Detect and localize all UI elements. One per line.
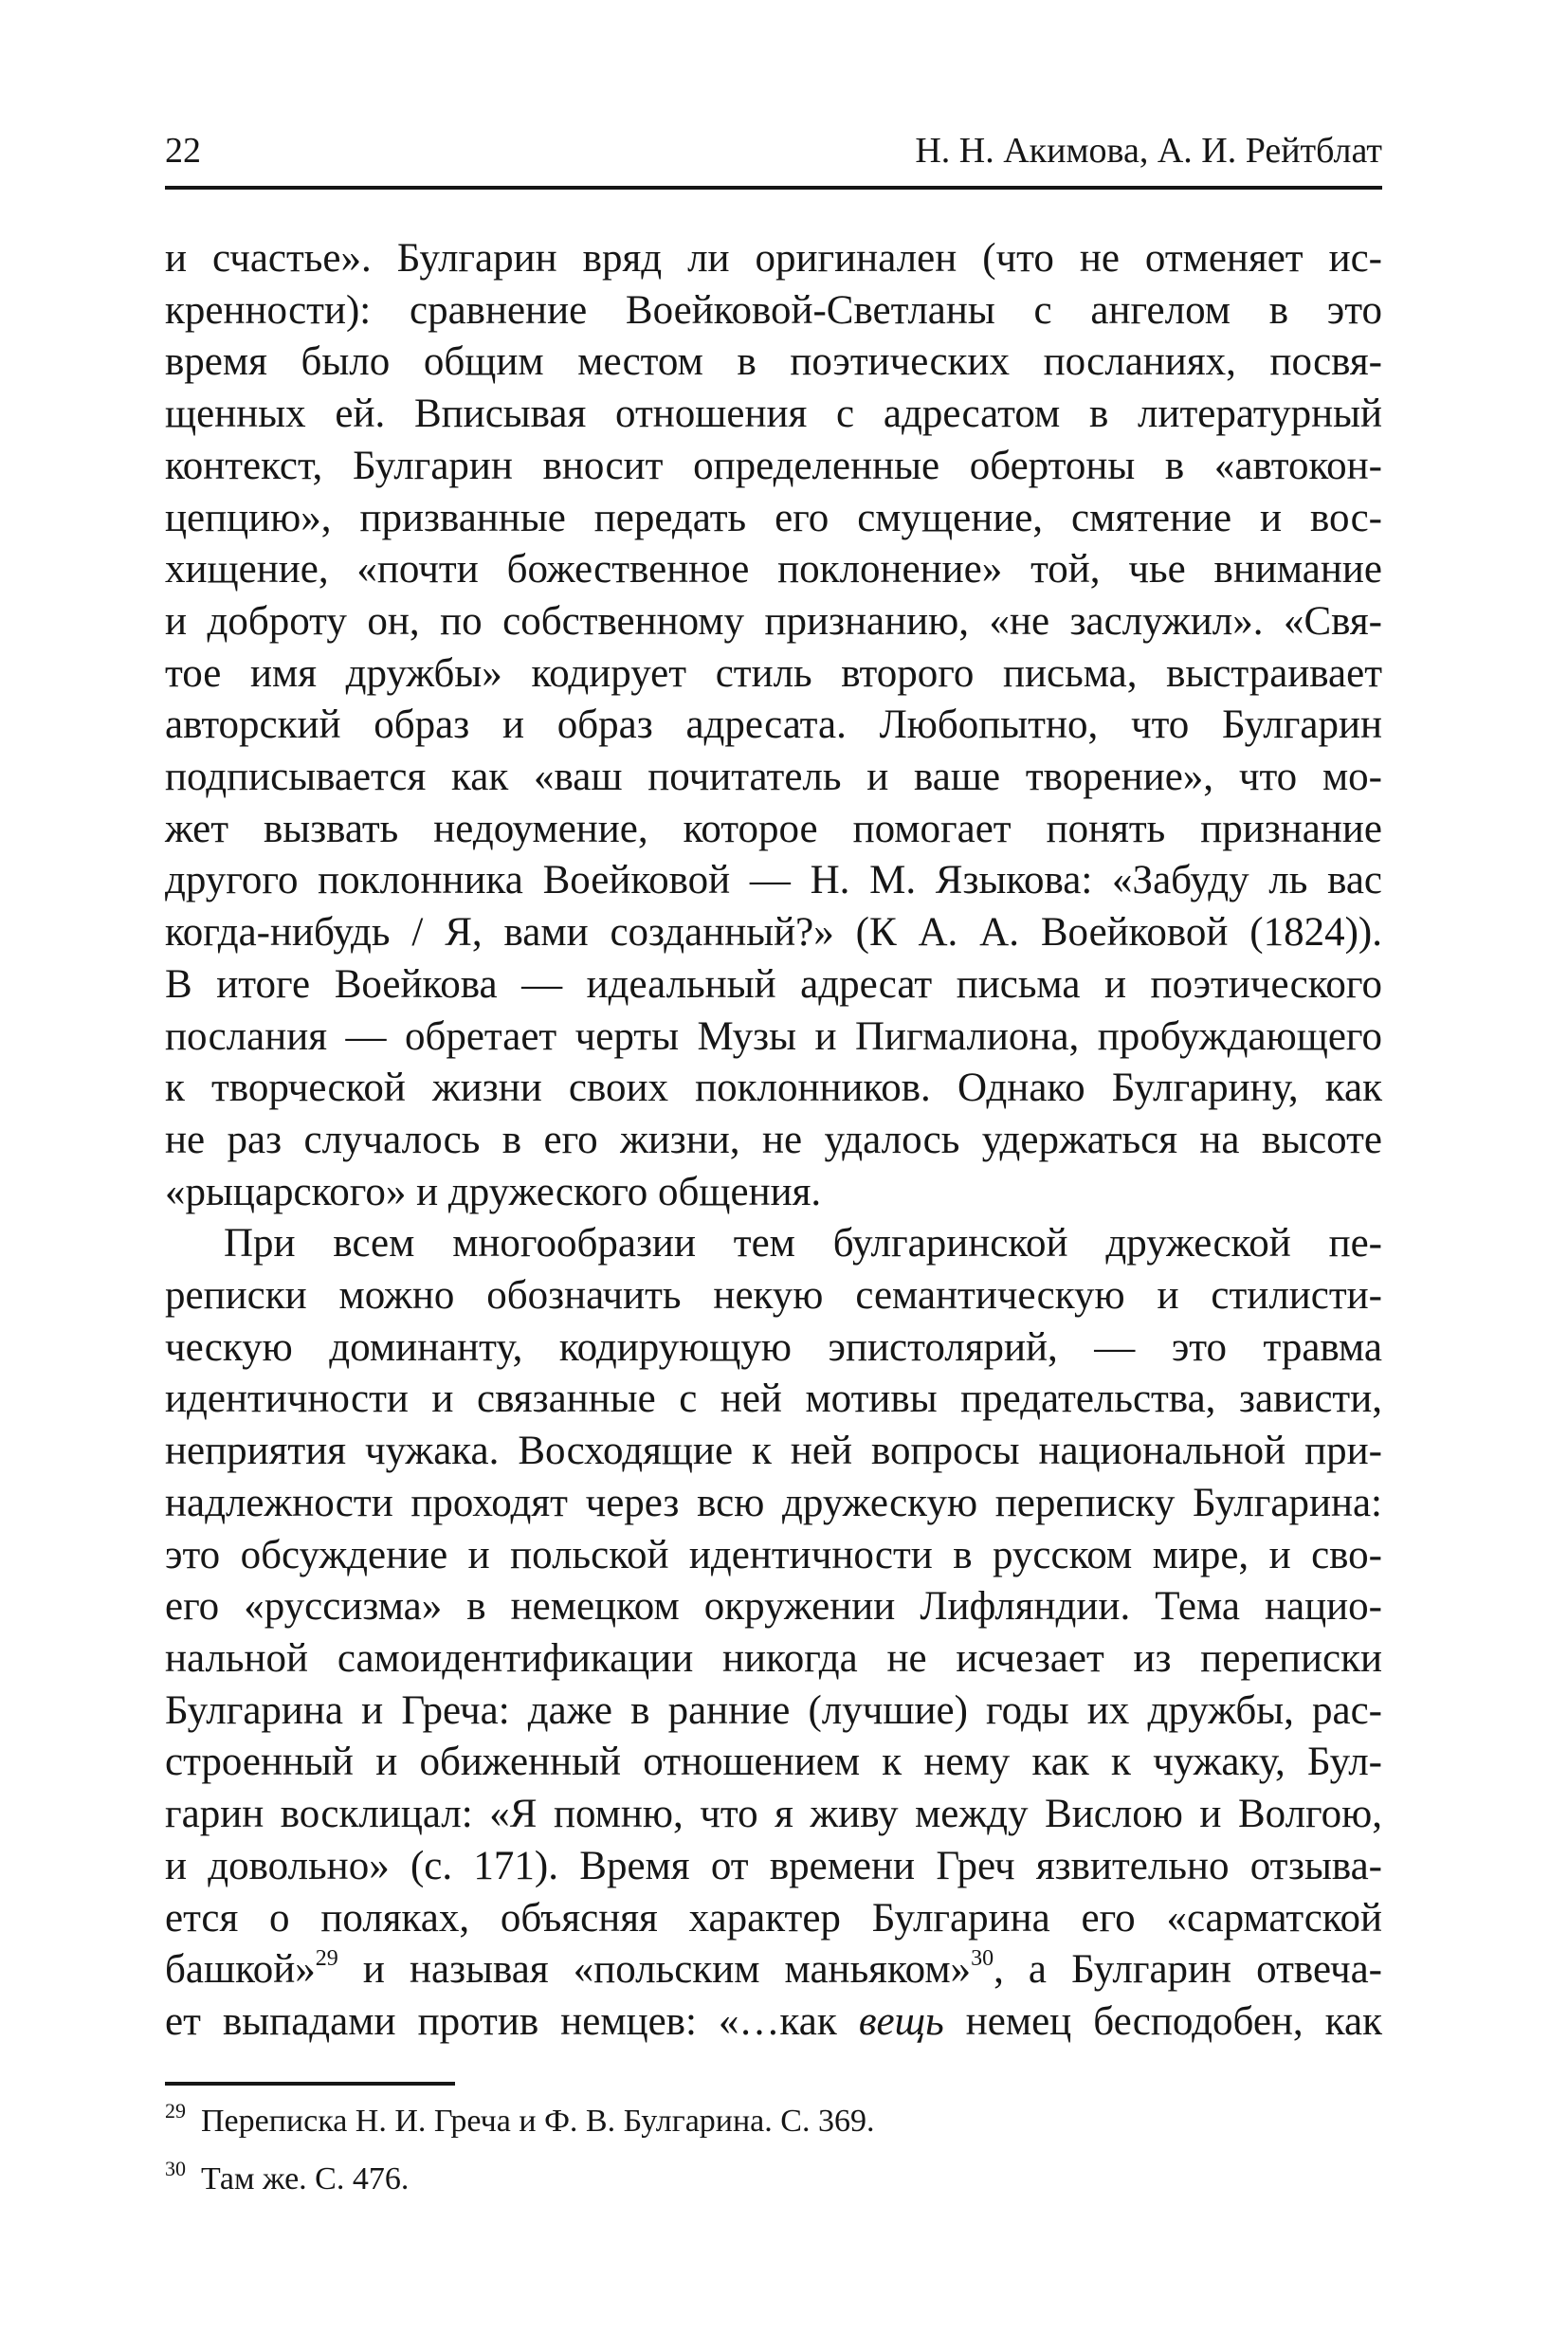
text-line [165, 389, 1382, 441]
text-line [165, 596, 1382, 648]
text-segment: и называя «польским маньяком» [337, 1947, 972, 1993]
text-line [165, 1374, 1382, 1426]
text-segment: кренности): сравнение Воейковой-Светланы с ангелом в это [165, 287, 1382, 333]
text-segment: строенный и обиженный отношением к нему как к чужаку, Бул- [165, 1740, 1382, 1785]
text-segment: гарин восклицал: «Я помню, что я живу между Вислою и Волгою, [165, 1792, 1382, 1837]
footnote-ref-number: 30 [971, 1946, 994, 1972]
text-line [165, 285, 1382, 337]
page-number: 22 [165, 131, 201, 171]
text-segment: неприятия чужака. Восходящие к ней вопросы национальной при- [165, 1429, 1382, 1474]
footnote-number: 29 [165, 2099, 186, 2123]
text-line [165, 1167, 1382, 1219]
text-segment: его «руссизма» в немецком окружении Лифляндии. Тема нацио- [165, 1584, 1382, 1630]
text-segment: когда-нибудь / Я, вами созданный?» (К А. А. Воейковой (1824)). [165, 910, 1382, 956]
running-head: Н. Н. Акимова, А. И. Рейтблат [915, 131, 1382, 171]
text-segment: к творческой жизни своих поклонников. Однако Булгарину, как [165, 1066, 1382, 1111]
text-segment: вещь [858, 1998, 944, 2044]
text-line [165, 804, 1382, 856]
text-line [165, 1270, 1382, 1322]
text-line [165, 1478, 1382, 1530]
footnote [165, 2097, 1382, 2146]
text-segment: ет выпадами против немцев: «…как [165, 1998, 859, 2044]
text-line [165, 337, 1382, 389]
text-segment: щенных ей. Вписывая отношения с адресатом в литературный [165, 392, 1382, 437]
text-line [165, 700, 1382, 752]
text-line [165, 233, 1382, 285]
text-segment: немец бесподобен, как [943, 1998, 1382, 2044]
text-line [165, 1737, 1382, 1789]
footnote [165, 2155, 1382, 2204]
text-line [165, 648, 1382, 701]
text-segment: надлежности проходят через всю дружескую переписку Булгарина: [165, 1480, 1382, 1525]
text-segment: цепцию», призванные передать его смущение, смятение и вос- [165, 495, 1382, 540]
text-segment: и счастье». Булгарин вряд ли оригинален (что не отменяет ис- [165, 236, 1382, 281]
text-segment: и довольно» (с. 171). Время от времени Греч язвительно отзыва- [165, 1843, 1382, 1888]
footnote-ref-number: 29 [315, 1946, 338, 1972]
text-segment: время было общим местом в поэтических посланиях, посвя- [165, 339, 1382, 385]
text-segment: , а Булгарин отвеча- [994, 1947, 1382, 1993]
text-line [165, 1581, 1382, 1633]
text-segment: контекст, Булгарин вносит определенные обертоны в «автокон- [165, 443, 1382, 488]
text-line [165, 1789, 1382, 1841]
text-line [165, 907, 1382, 959]
text-segment: тое имя дружбы» кодирует стиль второго письма, выстраивает [165, 650, 1382, 696]
footnote-number: 30 [165, 2157, 186, 2180]
text-segment: башкой» [165, 1947, 316, 1993]
text-line [165, 1115, 1382, 1167]
text-segment: нальной самоидентификации никогда не исчезает из переписки [165, 1635, 1382, 1681]
text-segment: и доброту он, по собственному признанию, «не заслужил». «Свя- [165, 598, 1382, 644]
text-segment: хищение, «почти божественное поклонение» той, чье внимание [165, 547, 1382, 592]
header-rule [165, 186, 1382, 190]
text-line [165, 1218, 1382, 1270]
text-segment: послания — обретает черты Музы и Пигмалиона, пробуждающего [165, 1013, 1382, 1059]
text-line [165, 544, 1382, 596]
text-segment: не раз случалось в его жизни, не удалось удержаться на высоте [165, 1117, 1382, 1162]
text-segment: жет вызвать недоумение, которое помогает понять признание [165, 806, 1382, 851]
page-header [165, 129, 1382, 173]
text-segment: «рыцарского» и дружеского общения. [165, 1169, 822, 1214]
text-segment: ческую доминанту, кодирующую эпистолярий, — это травма [165, 1324, 1382, 1370]
text-segment: реписки можно обозначить некую семантическую и стилисти- [165, 1273, 1382, 1319]
text-line [165, 1633, 1382, 1686]
text-segment: В итоге Воейкова — идеальный адресат письма и поэтического [165, 961, 1382, 1007]
text-segment: другого поклонника Воейковой — Н. М. Языкова: «Забуду ль вас [165, 858, 1382, 903]
text-segment: это обсуждение и польской идентичности в русском мире, и сво- [165, 1532, 1382, 1577]
text-line [165, 441, 1382, 493]
footnote-separator [165, 2082, 455, 2086]
text-line [165, 1426, 1382, 1478]
text-line [165, 959, 1382, 1011]
text-segment: авторский образ и образ адресата. Любопытно, что Булгарин [165, 702, 1382, 748]
text-line [165, 1686, 1382, 1738]
footnotes [165, 2097, 1382, 2213]
text-line [165, 752, 1382, 804]
text-segment: Булгарина и Греча: даже в ранние (лучшие) годы их дружбы, рас- [165, 1687, 1382, 1733]
text-line [165, 1996, 1382, 2049]
text-segment: подписывается как «ваш почитатель и ваше творение», что мо- [165, 755, 1382, 800]
text-segment: идентичности и связанные с ней мотивы предательства, зависти, [165, 1376, 1382, 1422]
footnote-text: Переписка Н. И. Греча и Ф. В. Булгарина. С. 369. [201, 2104, 875, 2139]
text-line [165, 1530, 1382, 1582]
text-line [165, 1322, 1382, 1375]
text-segment: При всем многообразии тем булгаринской дружеской пе- [224, 1221, 1382, 1267]
body-text [165, 233, 1382, 2049]
text-line [165, 1944, 1382, 1996]
text-line [165, 1063, 1382, 1115]
text-segment: ется о поляках, объясняя характер Булгарина его «сарматской [165, 1895, 1382, 1941]
footnote-text: Там же. С. 476. [201, 2161, 410, 2196]
text-line [165, 1841, 1382, 1893]
text-line [165, 493, 1382, 545]
text-line [165, 1011, 1382, 1064]
text-line [165, 855, 1382, 907]
text-line [165, 1893, 1382, 1945]
